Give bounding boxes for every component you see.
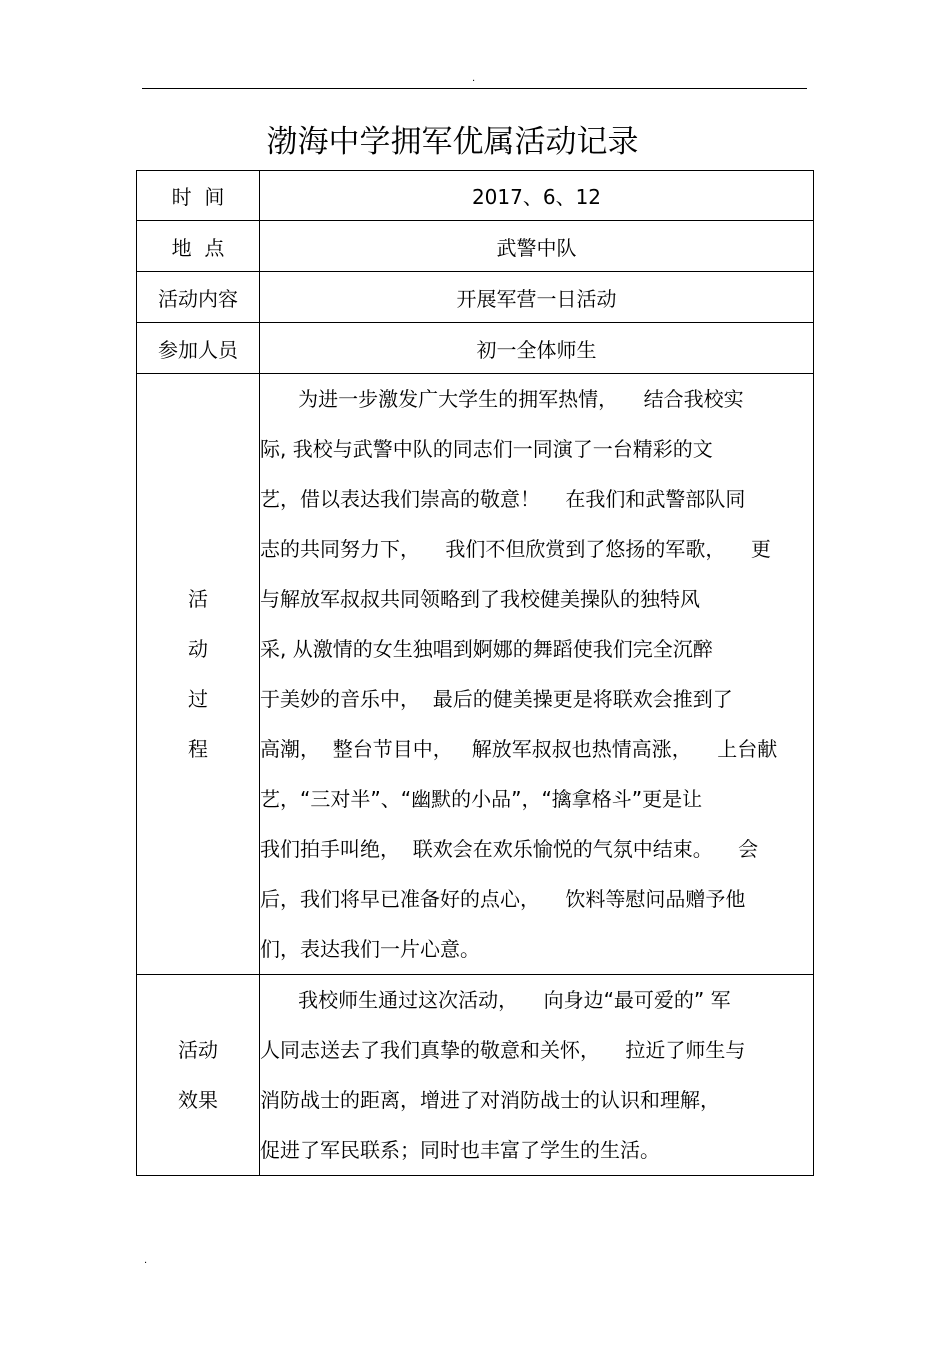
process-line: 于美妙的音乐中， 最后的健美操更是将联欢会推到了 <box>260 687 733 711</box>
footer-mark: . <box>144 1255 148 1266</box>
table-row <box>137 171 814 221</box>
effect-label <box>137 975 260 1176</box>
process-line: 为进一步激发广大学生的拥军热情， 结合我校实 <box>260 387 744 411</box>
process-line: 际, 我校与武警中队的同志们一同演了一台精彩的文 <box>260 437 713 461</box>
page-title: 渤海中学拥军优属活动记录 <box>266 124 639 160</box>
process-line: 采, 从激情的女生独唱到婀娜的舞蹈使我们完全沉醉 <box>260 637 713 661</box>
participants-label: 参加人员 <box>137 323 260 374</box>
process-label-char: 过 <box>188 687 208 711</box>
table-row <box>137 272 814 323</box>
table-row <box>137 975 814 1176</box>
process-label <box>137 374 260 975</box>
time-label: 时 间 <box>137 171 260 221</box>
effect-line: 人同志送去了我们真挚的敬意和关怀， 拉近了师生与 <box>260 1038 746 1062</box>
content-label: 活动内容 <box>137 272 260 323</box>
process-label-char: 程 <box>188 737 208 761</box>
table-row <box>137 323 814 374</box>
process-line: 们，表达我们一片心意。 <box>260 937 480 961</box>
process-line: 艺，借以表达我们崇高的敬意！ 在我们和武警部队同 <box>260 487 746 511</box>
effect-line: 我校师生通过这次活动， 向身边“最可爱的” 军 <box>260 988 731 1012</box>
effect-line: 促进了军民联系；同时也丰富了学生的生活。 <box>260 1138 660 1162</box>
place-label: 地 点 <box>137 221 260 272</box>
effect-line: 消防战士的距离，增进了对消防战士的认识和理解， <box>260 1088 720 1112</box>
process-line: 我们拍手叫绝， 联欢会在欢乐愉悦的气氛中结束。 会 <box>260 837 759 861</box>
process-line: 与解放军叔叔共同领略到了我校健美操队的独特风 <box>260 587 700 611</box>
header-rule <box>142 88 807 89</box>
effect-label-line: 效果 <box>178 1088 218 1112</box>
content-value: 开展军营一日活动 <box>260 272 814 323</box>
process-line: 艺，“三对半”、“幽默的小品”，“擒拿格斗”更是让 <box>260 787 703 811</box>
place-value: 武警中队 <box>260 221 814 272</box>
time-value: 2017、6、12 <box>260 171 814 221</box>
process-text <box>260 374 814 975</box>
process-line: 后，我们将早已准备好的点心， 饮料等慰问品赠予他 <box>260 887 746 911</box>
activity-record-table <box>136 170 814 1176</box>
effect-text <box>260 975 814 1176</box>
process-line: 志的共同努力下， 我们不但欣赏到了悠扬的军歌， 更 <box>260 537 771 561</box>
process-line: 高潮， 整台节目中， 解放军叔叔也热情高涨， 上台献 <box>260 737 778 761</box>
process-label-char: 活 <box>188 587 208 611</box>
effect-label-line: 活动 <box>178 1038 218 1062</box>
participants-value: 初一全体师生 <box>260 323 814 374</box>
table-row <box>137 221 814 272</box>
header-mark: . <box>472 73 476 84</box>
table-row <box>137 374 814 975</box>
process-label-char: 动 <box>188 637 208 661</box>
